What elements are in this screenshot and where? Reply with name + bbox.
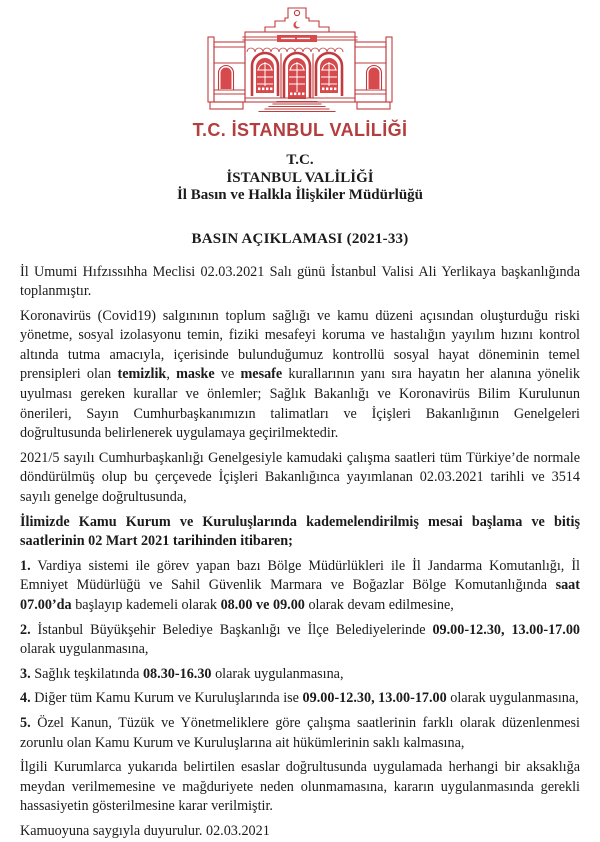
- list-item-2: 2. İstanbul Büyükşehir Belediye Başkanlığı ve İlçe Belediyelerinde 09.00-12.30, 13.00-17.00 olarak uygulanmasına,: [20, 621, 581, 658]
- list-item-4: 4. Diğer tüm Kamu Kurum ve Kuruluşlarında ise 09.00-12.30, 13.00-17.00 olarak uygulanmasına,: [20, 690, 579, 707]
- press-release-body: [20, 263, 580, 842]
- paragraph-covid-measures: Koronavirüs (Covid19) salgınının toplum sağlığı ve kamu düzeni açısından oluşturduğu riski yönetme, sosyal izolasyonu temin, fiziki mesafeyi koruma ve hastalığın yayılım hızını kontrol altında tutma amacıyla, içerisinde bulunduğumuz kontrollü sosyal hayat döneminin temel prensipleri olan temizlik, maske ve mesafe kurallarının yanı sıra hayatın her alanına yönelik uyulması gereken kurallar ve önlemler; Sağlık Bakanlığı ve Koronavirüs Bilim Kurulunun önerileri, Sayın Cumhurbaşkanımızın talimatları ve İçişleri Bakanlığının Genelgeleri doğrultusunda belirlenerek uygulamaya geçirilmektedir.: [20, 307, 580, 442]
- valilik-logo: [20, 6, 580, 141]
- letterhead-valilik: İSTANBUL VALİLİĞİ: [226, 169, 374, 186]
- paragraph-meeting-intro: İl Umumi Hıfzıssıhha Meclisi 02.03.2021 Salı günü İstanbul Valisi Ali Yerlikaya başkanlığında toplanmıştır.: [20, 263, 580, 300]
- list-item-1: 1. Vardiya sistemi ile görev yapan bazı Bölge Müdürlükleri ile İl Jandarma Komutanlığı, İl Emniyet Müdürlüğü ve Sahil Güvenlik Marmara ve Boğazlar Bölge Komutanlığında saat 07.00’da başlayıp kademeli olarak 08.00 ve 09.00 olarak devam edilmesine,: [20, 557, 580, 613]
- valilik-building-icon: [206, 6, 394, 114]
- paragraph-signoff: Kamuoyuna saygıyla duyurulur. 02.03.2021: [20, 822, 270, 839]
- list-item-3: 3. Sağlık teşkilatında 08.30-16.30 olarak uygulanmasına,: [20, 665, 344, 682]
- letterhead-mudurluk: İl Basın ve Halkla İlişkiler Müdürlüğü: [176, 187, 424, 203]
- paragraph-closing: İlgili Kurumlarca yukarıda belirtilen esaslar doğrultusunda uygulamada herhangi bir aksaklığa meydan verilmemesine ve mağduriyete neden olunmamasına, kararın uygulanmasında gerekli hassasiyetin gösterilmesine karar verilmiştir.: [20, 759, 580, 815]
- document-title: BASIN AÇIKLAMASI (2021-33): [191, 230, 409, 247]
- paragraph-circular: 2021/5 sayılı Cumhurbaşkanlığı Genelgesiyle kamudaki çalışma saatleri tüm Türkiye’de normale döndürülmüş olup bu çerçevede İçişleri Bakanlığınca yayımlanan 02.03.2021 tarihli ve 3514 sayılı genelge doğrultusunda,: [20, 449, 580, 506]
- logo-caption: T.C. İSTANBUL VALİLİĞİ: [192, 120, 408, 140]
- list-item-5: 5. Özel Kanun, Tüzük ve Yönetmeliklere göre çalışma saatlerinin farklı olarak düzenlenmesi zorunlu olan Kamu Kurum ve Kuruluşlarına ait hükümlerinin saklı kalmasına,: [20, 714, 580, 751]
- paragraph-decision-heading: İlimizde Kamu Kurum ve Kuruluşlarında kademelendirilmiş mesai başlama ve bitiş saatlerinin 02 Mart 2021 tarihinden itibaren;: [20, 513, 580, 550]
- letterhead: [20, 152, 580, 205]
- letterhead-tc: T.C.: [286, 152, 314, 168]
